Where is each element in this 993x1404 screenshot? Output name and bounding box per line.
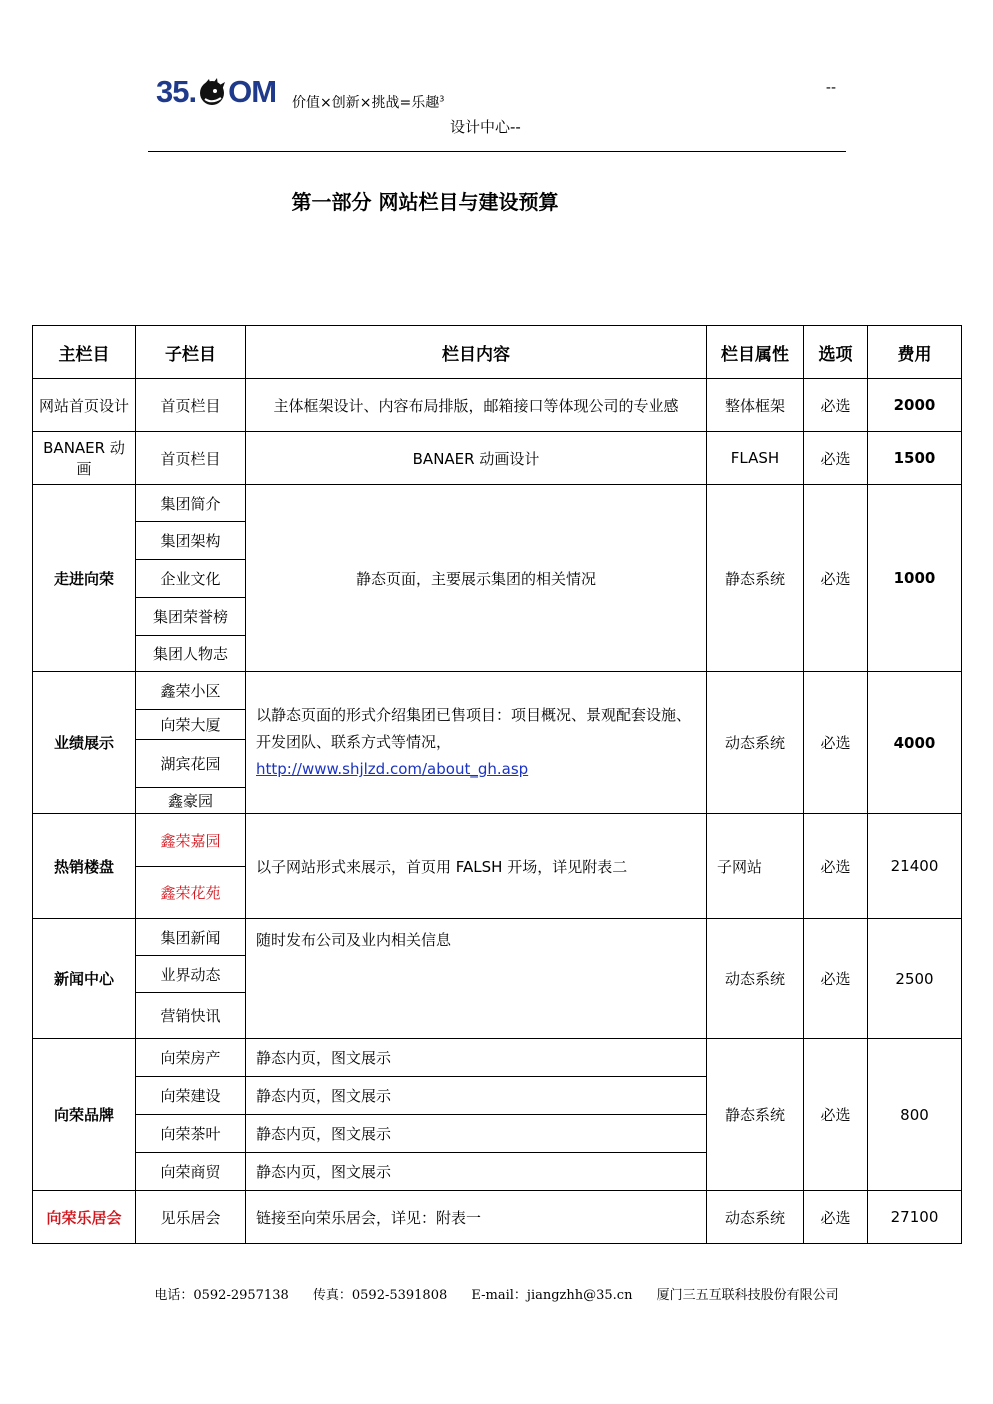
cell-option: 必选 xyxy=(804,672,868,814)
col-header-sub: 子栏目 xyxy=(136,326,246,379)
col-header-option: 选项 xyxy=(804,326,868,379)
col-header-main: 主栏目 xyxy=(33,326,136,379)
cell-option: 必选 xyxy=(804,919,868,1039)
cell-sub: 鑫荣嘉园 xyxy=(136,814,246,867)
cell-sub: 企业文化 xyxy=(136,560,246,598)
cell-sub: 营销快讯 xyxy=(136,993,246,1039)
col-header-content: 栏目内容 xyxy=(246,326,707,379)
cell-main: 热销楼盘 xyxy=(33,814,136,919)
slogan-superscript: 3 xyxy=(439,94,445,104)
header-design-center: 设计中心-- xyxy=(450,118,521,136)
cell-option: 必选 xyxy=(804,432,868,485)
page-header xyxy=(148,70,846,152)
projects-link[interactable]: http://www.shjlzd.com/about_gh.asp xyxy=(256,760,529,778)
cell-sub: 向荣房产 xyxy=(136,1039,246,1077)
table-row xyxy=(33,919,962,956)
footer-phone: 电话：0592-2957138 xyxy=(154,1288,289,1303)
footer-fax: 传真：0592-5391808 xyxy=(312,1288,448,1303)
cell-sub: 向荣大厦 xyxy=(136,710,246,740)
header-dashes: -- xyxy=(825,80,836,96)
cell-sub: 集团架构 xyxy=(136,522,246,560)
cell-main: 新闻中心 xyxy=(33,919,136,1039)
slogan-text: 价值×创新×挑战=乐趣 xyxy=(292,95,440,111)
cell-fee: 27100 xyxy=(868,1191,962,1244)
cell-fee: 4000 xyxy=(868,672,962,814)
footer-email: E-mail：jiangzhh@35.cn xyxy=(471,1288,633,1303)
cell-sub: 向荣茶叶 xyxy=(136,1115,246,1153)
logo-text-om: OM xyxy=(228,74,277,109)
cell-fee: 21400 xyxy=(868,814,962,919)
cell-content: 静态内页，图文展示 xyxy=(246,1077,707,1115)
table-row xyxy=(33,1039,962,1077)
table-row xyxy=(33,432,962,485)
cell-option: 必选 xyxy=(804,814,868,919)
page-title: 第一部分 网站栏目与建设预算 xyxy=(291,190,559,214)
cell-option: 必选 xyxy=(804,1039,868,1191)
cell-content: 静态内页，图文展示 xyxy=(246,1039,707,1077)
table-row xyxy=(33,379,962,432)
cell-content: 随时发布公司及业内相关信息 xyxy=(246,919,707,1039)
cell-main: 业绩展示 xyxy=(33,672,136,814)
cell-fee: 2500 xyxy=(868,919,962,1039)
cell-content: 静态内页，图文展示 xyxy=(246,1153,707,1191)
cell-attr: 动态系统 xyxy=(707,672,804,814)
cell-attr: FLASH xyxy=(707,432,804,485)
cell-content: 主体框架设计、内容布局排版，邮箱接口等体现公司的专业感 xyxy=(246,379,707,432)
cell-sub: 首页栏目 xyxy=(136,379,246,432)
cell-sub: 鑫荣小区 xyxy=(136,672,246,710)
budget-table xyxy=(32,325,962,1244)
cell-sub: 向荣建设 xyxy=(136,1077,246,1115)
cell-sub: 首页栏目 xyxy=(136,432,246,485)
cell-fee: 1000 xyxy=(868,485,962,672)
cell-main: 网站首页设计 xyxy=(33,379,136,432)
cell-option: 必选 xyxy=(804,1191,868,1244)
logo-text-35: 35. xyxy=(156,74,197,109)
table-row xyxy=(33,672,962,710)
cell-fee: 1500 xyxy=(868,432,962,485)
cell-sub: 鑫荣花苑 xyxy=(136,867,246,919)
cell-attr: 子网站 xyxy=(707,814,804,919)
lion-mascot-icon xyxy=(197,77,227,107)
cell-option: 必选 xyxy=(804,485,868,672)
header-divider xyxy=(148,151,846,152)
cell-fee: 2000 xyxy=(868,379,962,432)
cell-sub: 湖宾花园 xyxy=(136,740,246,788)
cell-main: 向荣乐居会 xyxy=(33,1191,136,1244)
table-row xyxy=(33,814,962,867)
col-header-fee: 费用 xyxy=(868,326,962,379)
page-footer xyxy=(0,1284,993,1303)
cell-sub: 向荣商贸 xyxy=(136,1153,246,1191)
cell-main: 向荣品牌 xyxy=(33,1039,136,1191)
table-row xyxy=(33,485,962,522)
company-logo xyxy=(156,72,276,112)
cell-sub: 鑫豪园 xyxy=(136,788,246,814)
projects-description: 以静态页面的形式介绍集团已售项目：项目概况、景观配套设施、开发团队、联系方式等情况， xyxy=(256,706,692,751)
cell-main: BANAER 动画 xyxy=(33,432,136,485)
cell-sub: 集团新闻 xyxy=(136,919,246,956)
cell-fee: 800 xyxy=(868,1039,962,1191)
cell-attr: 动态系统 xyxy=(707,919,804,1039)
cell-content: 链接至向荣乐居会，详见：附表一 xyxy=(246,1191,707,1244)
cell-content: 静态页面，主要展示集团的相关情况 xyxy=(246,485,707,672)
cell-content: 以子网站形式来展示，首页用 FALSH 开场，详见附表二 xyxy=(246,814,707,919)
table-row xyxy=(33,1191,962,1244)
slogan xyxy=(292,92,444,112)
cell-content: 静态内页，图文展示 xyxy=(246,1115,707,1153)
table-header-row xyxy=(33,326,962,379)
cell-sub: 集团荣誉榜 xyxy=(136,598,246,636)
cell-attr: 静态系统 xyxy=(707,1039,804,1191)
cell-sub: 业界动态 xyxy=(136,956,246,993)
cell-content xyxy=(246,672,707,814)
col-header-attr: 栏目属性 xyxy=(707,326,804,379)
cell-attr: 整体框架 xyxy=(707,379,804,432)
cell-attr: 静态系统 xyxy=(707,485,804,672)
footer-company: 厦门三五互联科技股份有限公司 xyxy=(656,1288,839,1303)
cell-content: BANAER 动画设计 xyxy=(246,432,707,485)
cell-sub: 集团简介 xyxy=(136,485,246,522)
cell-sub: 集团人物志 xyxy=(136,636,246,672)
cell-attr: 动态系统 xyxy=(707,1191,804,1244)
cell-option: 必选 xyxy=(804,379,868,432)
cell-main: 走进向荣 xyxy=(33,485,136,672)
cell-sub: 见乐居会 xyxy=(136,1191,246,1244)
